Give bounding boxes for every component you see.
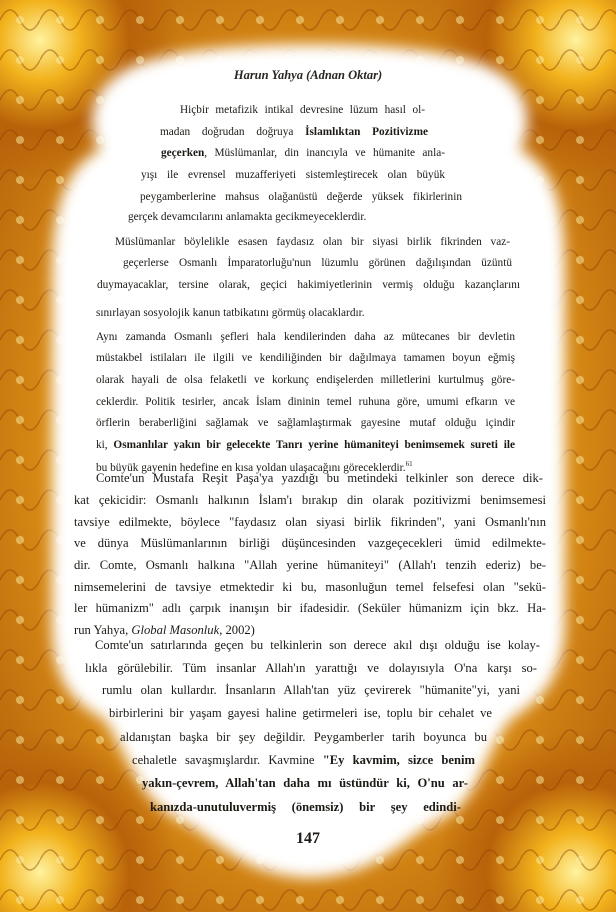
text-segment: olarak hayali de olsa felaketli ve korkunç endişelerden milletlerini kurtulmuş göre- xyxy=(96,374,515,386)
page-number: 147 xyxy=(296,830,320,847)
text-segment: yışı ile evrensel muzafferiyeti sistemleştirecek olan büyük xyxy=(141,169,445,181)
text-segment: aldanıştan başka bir şey değildir. Peygamberler tarih boyunca bu xyxy=(120,730,487,744)
text-line xyxy=(150,799,461,815)
text-segment: Hiçbir metafizik intikal devresine lüzum hasıl ol- xyxy=(180,104,425,116)
text-line xyxy=(95,637,540,653)
text-segment: rumlu olan kullardır. İnsanların Allah'tan yüz çevirerek "hümanite"yi, yani xyxy=(102,683,520,697)
text-segment: birbirlerini bir yaşam gayesi haline getirmeleri ise, toplu bir cehalet ve xyxy=(109,706,492,720)
text-segment: ler hümanizm" adlı çarpık inanışın bir ifadesidir. (Seküler hümanizm için bkz. Ha- xyxy=(74,601,546,615)
text-line xyxy=(74,557,546,573)
text-segment: Aynı zamanda Osmanlı şefleri hala kendilerinden daha az mütecanes bir devletin xyxy=(96,331,515,343)
text-line xyxy=(96,415,515,431)
emphasis-text: kanızda-unutuluvermiş (önemsiz) bir şey edindi- xyxy=(150,800,461,814)
text-line xyxy=(161,145,445,161)
running-header: Harun Yahya (Adnan Oktar) xyxy=(233,68,383,82)
text-line xyxy=(96,329,515,345)
text-line xyxy=(96,350,515,366)
text-segment: sınırlayan sosyolojik kanun tatbikatını görmüş olacaklardır. xyxy=(96,307,365,319)
text-segment: örflerin beraberliğini sağlamak ve sağlamlaştırmak gayesine mutaf olduğu içindir xyxy=(96,417,515,429)
text-line xyxy=(115,234,510,250)
text-segment: peygamberlerine mahsus olağanüstü değerde yüksek fikirlerinin xyxy=(140,191,462,203)
text-line xyxy=(74,514,546,530)
emphasis-text: Osmanlılar yakın bir gelecekte Tanrı yerine hümaniteyi benimsemek sureti ile xyxy=(113,439,515,451)
text-line xyxy=(142,775,468,791)
text-segment: madan doğrudan doğruya xyxy=(160,126,306,138)
text-line xyxy=(74,600,546,616)
text-line xyxy=(74,492,546,508)
text-segment: bu büyük gayenin hedefine en kısa yoldan ulaşacağını göreceklerdir. xyxy=(96,461,406,474)
text-segment: duymayacaklar, tersine olarak, geçici hakimiyetlerinin vermiş olduğu kazançlarını xyxy=(97,279,520,291)
footnote-ref: 61 xyxy=(405,460,413,468)
text-line xyxy=(123,255,512,271)
text-line xyxy=(120,729,487,745)
text-line xyxy=(109,705,492,721)
text-line xyxy=(74,622,255,638)
text-segment: geçerlerse Osmanlı İmparatorluğu'nun lüzumlu görünen dağılışından üzüntü xyxy=(123,257,512,269)
text-line xyxy=(96,470,543,486)
emphasis-text: İslamlıktan Pozitivizme xyxy=(305,126,428,138)
text-line xyxy=(96,305,365,321)
text-segment: tavsiye edilmekte, böylece "faydasız olan siyasi birlik fikrinden", yani Osmanlı'nın xyxy=(74,515,546,529)
text-segment: Müslümanlar böylelikle esasen faydasız olan bir siyasi birlik fikrinden vaz- xyxy=(115,236,510,248)
text-segment: run Yahya, xyxy=(74,623,132,637)
text-line xyxy=(74,535,546,551)
text-line xyxy=(160,124,428,140)
text-segment: gerçek devamcılarını anlamakta gecikmeyeceklerdir. xyxy=(128,211,367,223)
text-line xyxy=(102,682,520,698)
text-line xyxy=(128,209,366,225)
text-segment: , Müslümanlar, din inancıyla ve hümanite anla- xyxy=(204,147,445,159)
text-line xyxy=(141,167,445,183)
text-line xyxy=(97,277,520,293)
text-line xyxy=(132,752,475,768)
text-line xyxy=(96,394,515,410)
text-segment: cehaletle savaşmışlardır. Kavmine xyxy=(132,753,323,767)
text-line xyxy=(96,372,515,388)
emphasis-text: geçerken xyxy=(161,147,205,159)
text-segment: lıkla görülebilir. Tüm insanlar Allah'ın yarattığı ve dolayısıyla O'na karşı so- xyxy=(85,661,537,675)
text-segment: dir. Comte, Osmanlı halkına "Allah yerine hümaniteyi" (Allah'ı tenzih ederiz) be- xyxy=(74,558,546,572)
text-segment: ceklerdir. Politik tesirler, ancak İslam dininin temel ruhuna göre, umumi efkarın ve xyxy=(96,396,515,408)
text-segment: nimsemelerini de tavsiye etmektedir ki bu, masonluğun temel felsefesi olan "sekü- xyxy=(74,580,546,594)
text-line xyxy=(96,437,515,453)
emphasis-text: yakın-çevrem, Allah'tan daha mı üstündür ki, O'nu ar- xyxy=(142,776,468,790)
text-line xyxy=(140,189,462,205)
text-segment: ki, xyxy=(96,439,114,451)
emphasis-text: "Ey kavmim, sizce benim xyxy=(322,753,475,767)
text-segment: ve dünya Müslümanlarının birliği düşüncesinden vazgeçecekleri ümid edilmekte- xyxy=(74,536,546,550)
text-line xyxy=(74,579,546,595)
text-line xyxy=(180,102,425,118)
text-line xyxy=(85,660,537,676)
text-segment: Comte'un satırlarında geçen bu telkinlerin son derece akıl dışı olduğu ise kolay- xyxy=(95,638,540,652)
text-segment: müstakbel istilaları ile ilgili ve kendiliğinden bir dağılmaya tamamen boyun eğmiş xyxy=(96,352,515,364)
text-segment: kat çekicidir: Osmanlı halkının İslam'ı bırakıp din olarak pozitivizmi benimsemesi xyxy=(74,493,546,507)
book-title: Global Masonluk xyxy=(131,623,220,637)
text-segment: , 2002) xyxy=(219,623,255,637)
text-segment: Comte'un Mustafa Reşit Paşa'ya yazdığı bu metindeki telkinler son derece dik- xyxy=(96,471,543,485)
